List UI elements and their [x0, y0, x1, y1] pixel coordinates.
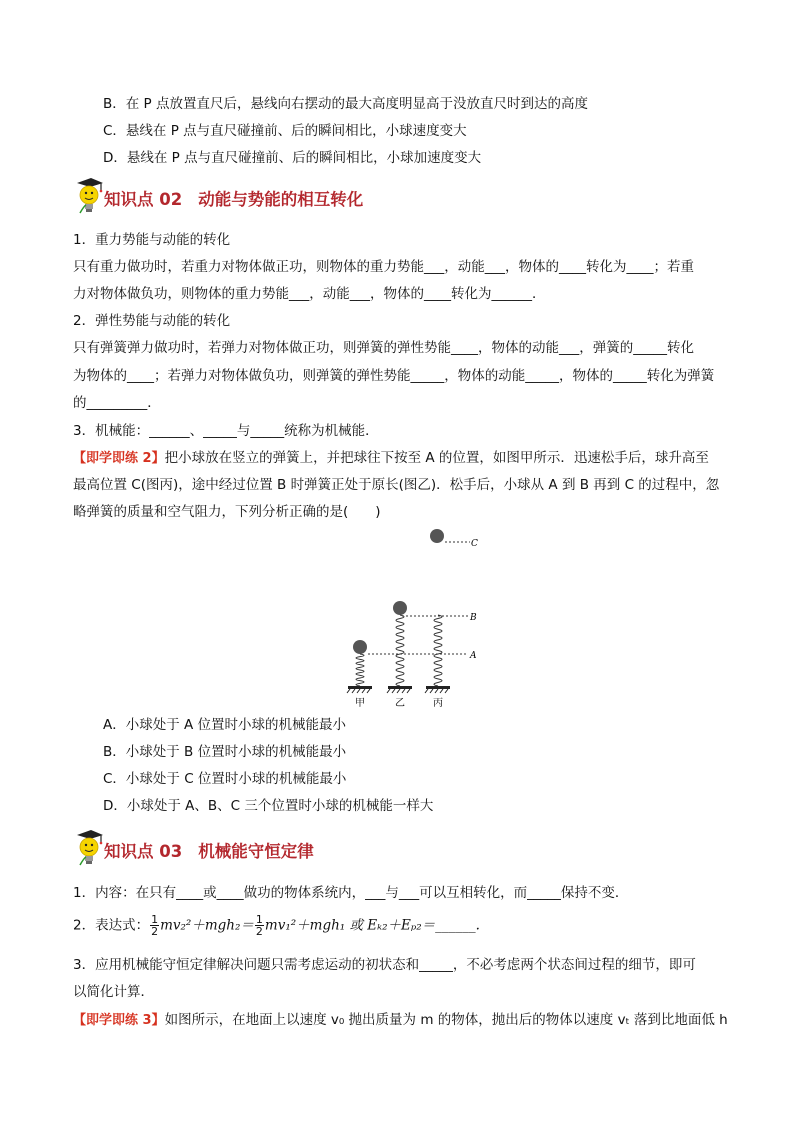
para-text: 只有重力做功时，若重力对物体做正功，则物体的重力势能___，动能___，物体的____转化为____；若重 — [73, 259, 694, 275]
frac-num: 1 — [255, 913, 263, 926]
para-title: 2．弹性势能与动能的转化 — [73, 313, 231, 329]
para-text: 以简化计算． — [73, 984, 154, 1000]
formula-prefix: 2．表达式： — [73, 917, 150, 934]
formula-line — [73, 914, 480, 937]
label-b: B — [470, 613, 477, 623]
section-title: 机械能守恒定律 — [198, 842, 314, 861]
para-text: 为物体的____；若弹力对物体做负功，则弹簧的弹性势能_____，物体的动能_____，物体的_____转化为弹簧 — [73, 368, 715, 384]
para-title: 1．重力势能与动能的转化 — [73, 232, 231, 248]
ball-c — [430, 529, 444, 543]
exercise-3-line — [73, 1010, 728, 1031]
option-c-top: C．悬线在 P 点与直尺碰撞前、后的瞬间相比，小球速度变大 — [103, 123, 467, 139]
para-text: 1．内容：在只有____或____做功的物体系统内，___与___可以互相转化，而_____保持不变． — [73, 885, 629, 901]
fraction-half — [255, 914, 264, 937]
exercise-text: 如图所示，在地面上以速度 v₀ 抛出质量为 m 的物体，抛出后的物体以速度 vₜ 落到比地面低 h — [164, 1012, 728, 1028]
label-bing: 丙 — [433, 698, 443, 709]
exercise-2-line — [73, 448, 709, 469]
frac-num: 1 — [151, 913, 159, 926]
exercise-text: 最高位置 C(图丙)，途中经过位置 B 时弹簧正处于原长(图乙)．松手后，小球从 A 到 B 再到 C 的过程中，忽 — [73, 477, 720, 493]
option-d: D．小球处于 A、B、C 三个位置时小球的机械能一样大 — [103, 798, 434, 814]
exercise-text: 把小球放在竖立的弹簧上，并把球往下按至 A 的位置，如图甲所示．迅速松手后，球升高至 — [164, 450, 709, 466]
exercise-text: 略弹簧的质量和空气阻力，下列分析正确的是( ) — [73, 504, 381, 520]
section-number: 知识点 03 — [104, 842, 183, 861]
para-text: 力对物体做负功，则物体的重力势能___，动能___，物体的____转化为______． — [73, 286, 546, 302]
para-text: 3．应用机械能守恒定律解决问题只需考虑运动的初状态和_____，不必考虑两个状态间过程的细节，即可 — [73, 957, 696, 973]
formula-term: mv₁²＋mgh₁ 或 Eₖ₂＋Eₚ₂＝______. — [264, 917, 480, 934]
option-b-top: B．在 P 点放置直尺后，悬线向右摆动的最大高度明显高于没放直尺时到达的高度 — [103, 96, 588, 112]
spring-yi — [387, 601, 412, 693]
label-yi: 乙 — [395, 698, 405, 709]
mascot-bulb-icon — [74, 176, 104, 216]
spring-jia — [347, 640, 372, 693]
mascot-bulb-icon — [74, 828, 104, 868]
formula-term: mv₂²＋mgh₂＝ — [160, 917, 254, 934]
label-a: A — [470, 651, 477, 661]
para-text: 的_________． — [73, 395, 161, 411]
spring-ball-diagram — [330, 522, 500, 712]
para-text: 3．机械能：______、_____与_____统称为机械能． — [73, 423, 379, 439]
section-title: 动能与势能的相互转化 — [198, 190, 364, 209]
label-jia: 甲 — [355, 698, 365, 709]
exercise-tag: 【即学即练 3】 — [73, 1013, 165, 1028]
frac-den: 2 — [151, 925, 159, 938]
label-c: C — [471, 539, 478, 549]
option-d-top: D．悬线在 P 点与直尺碰撞前、后的瞬间相比，小球加速度变大 — [103, 150, 482, 166]
option-a: A．小球处于 A 位置时小球的机械能最小 — [103, 717, 347, 733]
option-c: C．小球处于 C 位置时小球的机械能最小 — [103, 771, 347, 787]
para-text: 只有弹簧弹力做功时，若弹力对物体做正功，则弹簧的弹性势能____，物体的动能___，弹簧的_____转化 — [73, 340, 694, 356]
frac-den: 2 — [255, 925, 263, 938]
section-number: 知识点 02 — [104, 190, 183, 209]
exercise-tag: 【即学即练 2】 — [73, 451, 165, 466]
option-b: B．小球处于 B 位置时小球的机械能最小 — [103, 744, 347, 760]
fraction-half — [150, 914, 159, 937]
